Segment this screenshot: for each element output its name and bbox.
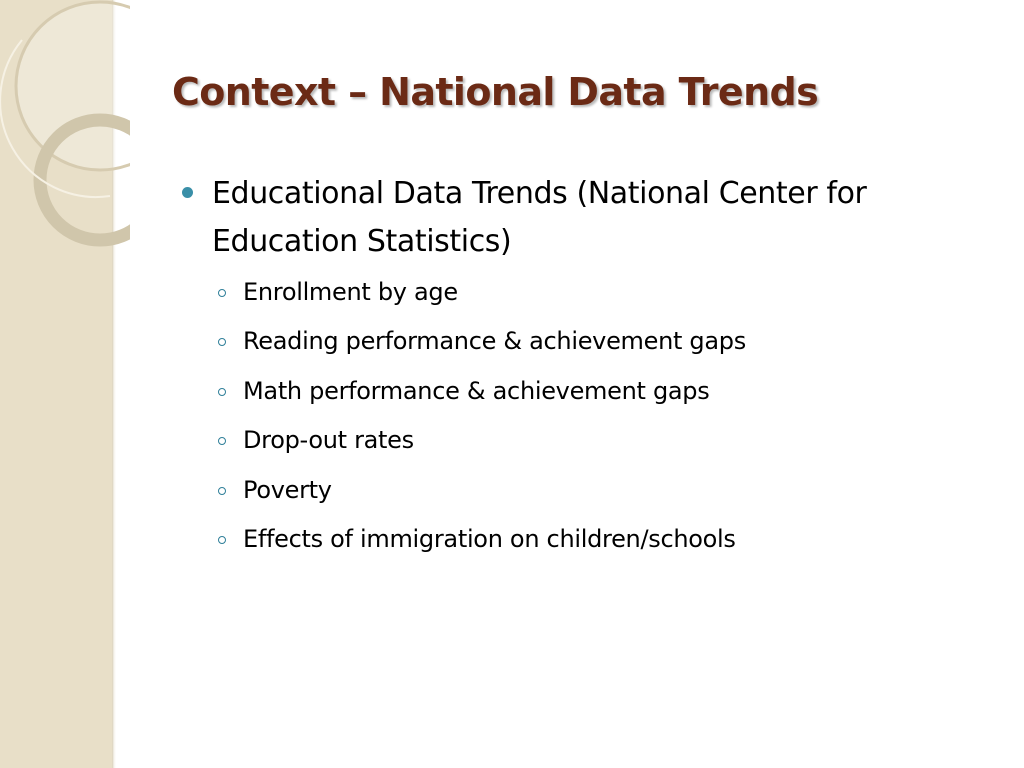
ring-bullet-icon (218, 536, 226, 544)
slide-title: Context – National Data Trends (172, 70, 819, 114)
sub-bullet-list (180, 268, 980, 564)
sub-bullet-text: Drop-out rates (243, 426, 414, 455)
sub-bullet-text: Reading performance & achievement gaps (243, 327, 746, 356)
bullet-item (180, 170, 980, 266)
sub-bullet-text: Effects of immigration on children/schools (243, 525, 736, 554)
sub-bullet-item (180, 515, 980, 564)
slide-body (180, 170, 980, 564)
sub-bullet-text: Enrollment by age (243, 278, 458, 306)
bullet-dot-icon (182, 187, 193, 198)
bullet-text: Educational Data Trends (National Center for Education Statistics) (212, 176, 867, 259)
sub-bullet-item (180, 317, 980, 366)
ring-bullet-icon (218, 437, 226, 445)
sub-bullet-item (180, 416, 980, 465)
ring-bullet-icon (218, 388, 226, 396)
sub-bullet-item (180, 367, 980, 416)
ring-bullet-icon (218, 289, 226, 297)
sub-bullet-text: Math performance & achievement gaps (243, 376, 710, 405)
decorative-circle-large (16, 2, 130, 170)
decorative-circles (0, 0, 130, 260)
sub-bullet-text: Poverty (243, 475, 332, 504)
ring-bullet-icon (218, 338, 226, 346)
sub-bullet-item (180, 466, 980, 515)
sub-bullet-item (180, 268, 980, 317)
ring-bullet-icon (218, 487, 226, 495)
